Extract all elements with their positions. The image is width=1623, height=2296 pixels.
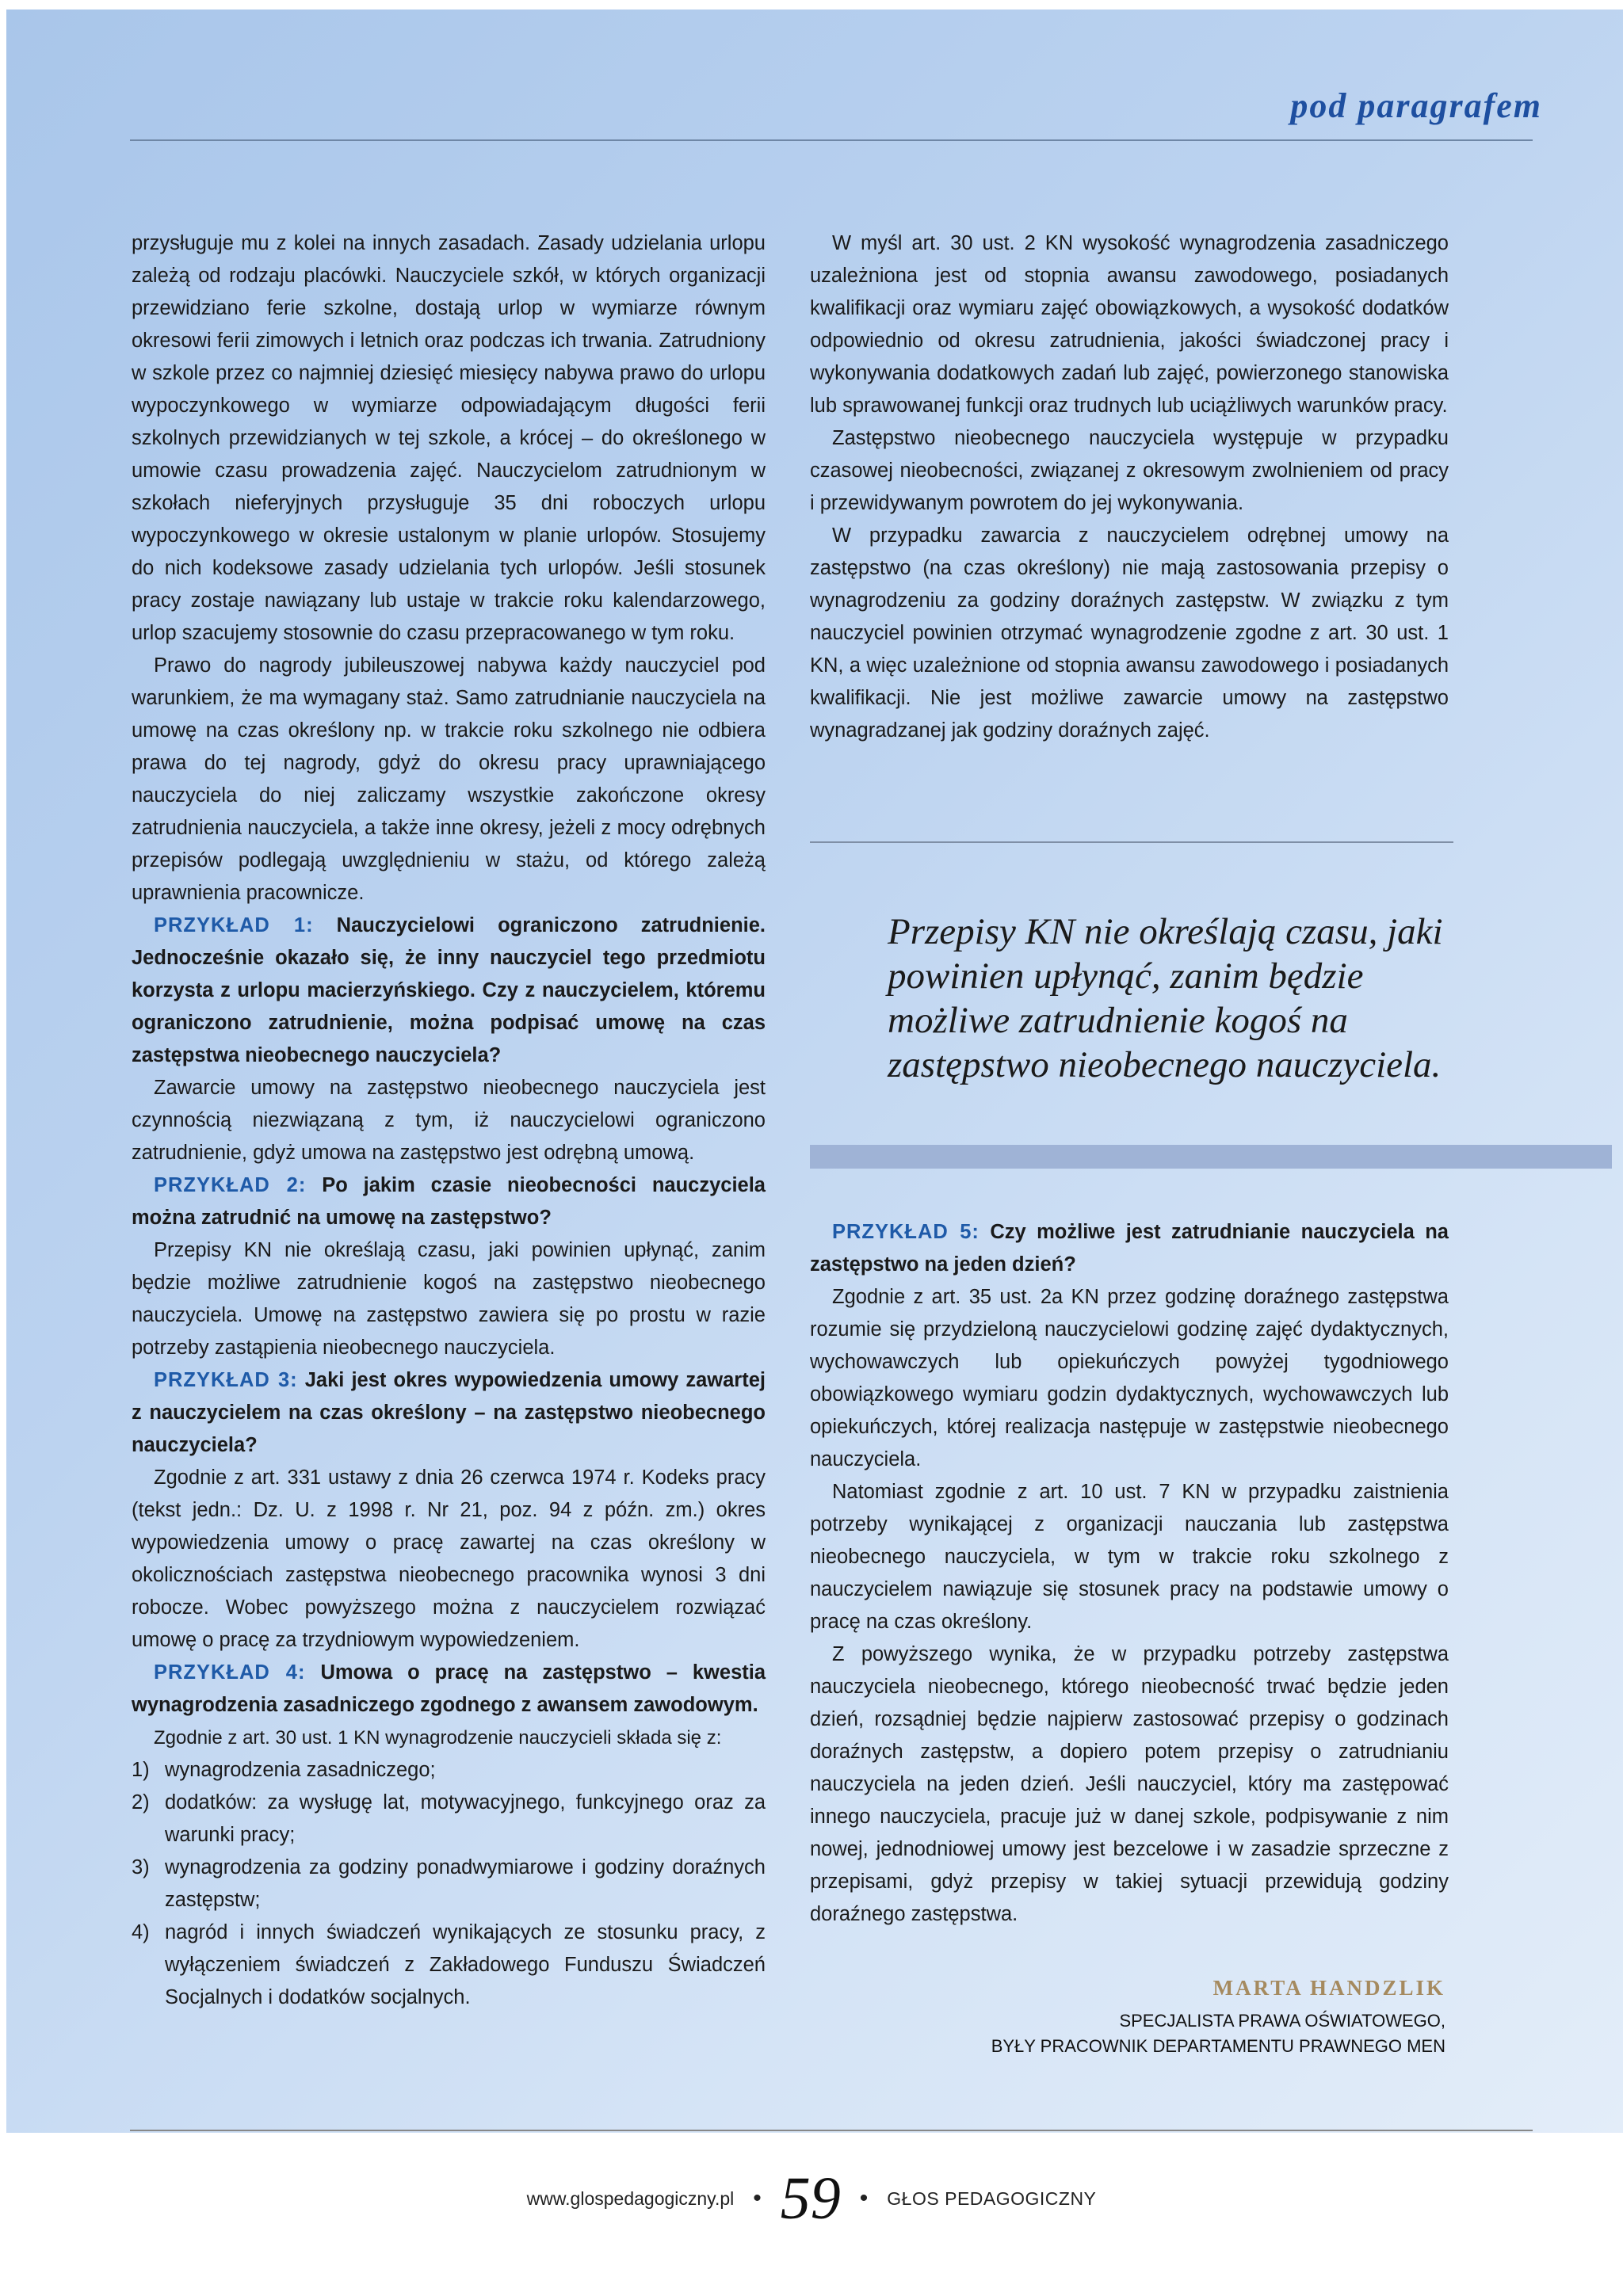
left-column xyxy=(132,227,766,2014)
author-name: MARTA HANDZLIK xyxy=(1212,1976,1445,2000)
example-label: PRZYKŁAD 3: xyxy=(154,1369,298,1391)
list-item-text: wynagrodzenia za godziny ponadwymiarowe i godziny doraźnych zastępstw; xyxy=(165,1856,766,1911)
list-item-number: 1) xyxy=(132,1759,150,1781)
example-question-text: Czy możliwe jest zatrudnianie nauczyciela na zastępstwo na jeden dzień? xyxy=(810,1221,1449,1276)
pull-quote: Przepisy KN nie określają czasu, jaki powinien upłynąć, zanim będzie możliwe zatrudnienie kogoś na zastępstwo nieobecnego nauczyciela. xyxy=(888,911,1443,1085)
example-question-text: Jaki jest okres wypowiedzenia umowy zawartej z nauczycielem na czas określony – na zastępstwo nieobecnego nauczyciela? xyxy=(132,1369,766,1456)
paragraph: Natomiast zgodnie z art. 10 ust. 7 KN w przypadku zaistnienia potrzeby wynikającej z organizacji nauczania lub zastępstwa nieobecnego nauczyciela, w tym w trakcie roku szkolnego z nauczycielem nawiązuje się stosunek pracy na podstawie umowy o pracę na czas określony. xyxy=(810,1481,1449,1633)
paragraph: Zastępstwo nieobecnego nauczyciela występuje w przypadku czasowej nieobecności, związanej z okresowym zwolnieniem od pracy i przewidywanym powrotem do jej wykonywania. xyxy=(810,427,1449,514)
paragraph: Prawo do nagrody jubileuszowej nabywa każdy nauczyciel pod warunkiem, że ma wymagany staż. Samo zatrudnianie nauczyciela na umowę na czas określony np. w trakcie roku szkolnego nie odbiera prawa do tej nagrody, gdyż do okresu pracy uprawniającego nauczyciela do niej zaliczamy wszystkie zakończone okresy zatrudnienia nauczyciela, a także inne okresy, jeżeli z mocy odrębnych przepisów podlegają uwzględnieniu w stażu, od którego zależą uprawnienia pracownicze. xyxy=(132,654,766,904)
example-question xyxy=(132,1364,766,1462)
list-item-text: wynagrodzenia zasadniczego; xyxy=(165,1759,436,1781)
example-label: PRZYKŁAD 4: xyxy=(154,1661,306,1684)
example-question-text: Umowa o pracę na zastępstwo – kwestia wynagrodzenia zasadniczego zgodnego z awansem zawodowym. xyxy=(132,1661,766,1716)
right-column-bottom xyxy=(810,1216,1449,1931)
author-role: SPECJALISTA PRAWA OŚWIATOWEGO, xyxy=(1119,2011,1445,2031)
list-item xyxy=(132,1787,766,1852)
footer-website-link[interactable]: www.glospedagogiczny.pl xyxy=(526,2187,735,2209)
pull-quote-bottom-bar xyxy=(810,1145,1612,1169)
list-item xyxy=(132,1852,766,1917)
example-answer: Przepisy KN nie określają czasu, jaki powinien upłynąć, zanim będzie możliwe zatrudnienie kogoś na zastępstwo nieobecnego nauczyciela. Umowę na zastępstwo zawiera się po prostu w razie potrzeby zastąpienia nieobecnego nauczyciela. xyxy=(132,1239,766,1359)
section-title: pod paragrafem xyxy=(1290,86,1542,125)
header-rule xyxy=(130,139,1533,141)
footer-rule xyxy=(130,2130,1533,2131)
list-item-number: 3) xyxy=(132,1856,150,1878)
example-answer: Zawarcie umowy na zastępstwo nieobecnego nauczyciela jest czynnością niezwiązaną z tym, iż nauczycielowi ograniczono zatrudnienie, gdyż umowa na zastępstwo jest odrębną umową. xyxy=(132,1077,766,1164)
example-question-text: Po jakim czasie nieobecności nauczyciela można zatrudnić na umowę na zastępstwo? xyxy=(132,1174,766,1229)
example-question xyxy=(810,1216,1449,1281)
list-item-text: dodatków: za wysługę lat, motywacyjnego, funkcyjnego oraz za warunki pracy; xyxy=(165,1791,766,1846)
paragraph: przysługuje mu z kolei na innych zasadach. Zasady udzielania urlopu zależą od rodzaju placówki. Nauczyciele szkół, w których organizacji przewidziano ferie szkolne, dostają urlop w wymiarze równym okresowi ferii zimowych i letnich oraz podczas ich trwania. Zatrudniony w szkole przez co najmniej dziesięć miesięcy nabywa prawo do urlopu wypoczynkowego w wymiarze odpowiadającym długości ferii szkolnych przewidzianych w tej szkole, a krócej – do określonego w umowie czasu prowadzenia zajęć. Nauczycielom zatrudnionym w szkołach nieferyjnych przysługuje 35 dni roboczych urlopu wypoczynkowego w okresie ustalonym w planie urlopów. Stosujemy do nich kodeksowe zasady udzielania tych urlopów. Jeśli stosunek pracy zostaje nawiązany lub ustaje w trakcie roku kalendarzowego, urlop szacujemy stosownie do czasu przepracowanego w tym roku. xyxy=(132,232,766,644)
footer-separator: • xyxy=(859,2185,869,2211)
paragraph: W przypadku zawarcia z nauczycielem odrębnej umowy na zastępstwo (na czas określony) nie mają zastosowania przepisy o wynagrodzeniu za godziny doraźnych zastępstw. W związku z tym nauczyciel powinien otrzymać wynagrodzenie zgodne z art. 30 ust. 1 KN, a więc uzależnione od stopnia awansu zawodowego i posiadanych kwalifikacji. Nie jest możliwe zawarcie umowy na zastępstwo wynagradzanej jak godziny doraźnych zajęć. xyxy=(810,524,1449,742)
example-label: PRZYKŁAD 1: xyxy=(154,914,314,936)
list-item-number: 4) xyxy=(132,1921,150,1943)
example-question xyxy=(132,1657,766,1722)
example-question-text: Nauczycielowi ograniczono zatrudnienie. Jednocześnie okazało się, że inny nauczyciel tego przedmiotu korzysta z urlopu macierzyńskiego. Czy z nauczycielem, któremu ograniczono zatrudnienie, można podpisać umowę na czas zastępstwa nieobecnego nauczyciela? xyxy=(132,914,766,1066)
page-number: 59 xyxy=(780,2164,841,2232)
list-item-number: 2) xyxy=(132,1791,150,1814)
footer-separator: • xyxy=(753,2185,762,2211)
salary-components-list xyxy=(132,1754,766,2014)
example-answer: Zgodnie z art. 331 ustawy z dnia 26 czerwca 1974 r. Kodeks pracy (tekst jedn.: Dz. U. z 1998 r. Nr 21, poz. 94 z późn. zm.) okres wypowiedzenia umowy o pracę zawartej na czas określony w okolicznościach zastępstwa nieobecnego pracownika wynosi 3 dni robocze. Wobec powyższego można z nauczycielem rozwiązać umowę o pracę za trzydniowym wypowiedzeniem. xyxy=(132,1466,766,1651)
list-item xyxy=(132,1754,766,1787)
paragraph: Z powyższego wynika, że w przypadku potrzeby zastępstwa nauczyciela nieobecnego, którego nieobecność trwać będzie jeden dzień, rozsądniej będzie najpierw zastosować przepisy o godzinach doraźnych zastępstw, a dopiero potem przepisy o zatrudnianiu nauczyciela na jeden dzień. Jeśli nauczyciel, który ma zastępować innego nauczyciela, pracuje już w danej szkole, podpisywanie z nim nowej, jednodniowej umowy jest bezcelowe i w zasadzie sprzeczne z przepisami, gdyż przepisy w takiej sytuacji przewidują godziny doraźnego zastępstwa. xyxy=(810,1643,1449,1925)
author-role: BYŁY PRACOWNIK DEPARTAMENTU PRAWNEGO MEN xyxy=(991,2036,1445,2056)
example-label: PRZYKŁAD 5: xyxy=(832,1221,980,1243)
author-signature xyxy=(991,1976,1445,2059)
example-answer: Zgodnie z art. 35 ust. 2a KN przez godzinę doraźnego zastępstwa rozumie się przydzieloną nauczycielowi godzinę zajęć dydaktycznych, wychowawczych lub opiekuńczych powyżej tygodniowego obowiązkowego wymiaru godzin dydaktycznych, wychowawczych lub opiekuńczych, której realizacja następuje w zastępstwie nieobecnego nauczyciela. xyxy=(810,1286,1449,1470)
magazine-name: GŁOS PEDAGOGICZNY xyxy=(887,2187,1097,2209)
page-footer xyxy=(0,2163,1623,2234)
example-label: PRZYKŁAD 2: xyxy=(154,1174,307,1196)
pull-quote-top-rule xyxy=(810,841,1453,843)
example-answer: Zgodnie z art. 30 ust. 1 KN wynagrodzenie nauczycieli składa się z: xyxy=(154,1727,722,1749)
example-question xyxy=(132,1169,766,1234)
example-question xyxy=(132,910,766,1072)
right-column-top xyxy=(810,227,1449,747)
list-item-text: nagród i innych świadczeń wynikających ze stosunku pracy, z wyłączeniem świadczeń z Zakładowego Funduszu Świadczeń Socjalnych i dodatków socjalnych. xyxy=(165,1921,766,2008)
list-item xyxy=(132,1917,766,2014)
paragraph: W myśl art. 30 ust. 2 KN wysokość wynagrodzenia zasadniczego uzależniona jest od stopnia awansu zawodowego, posiadanych kwalifikacji oraz wymiaru zajęć obowiązkowych, a wysokość dodatków odpowiednio od okresu zatrudnienia, jakości świadczonej pracy i wykonywania dodatkowych zadań lub zajęć, powierzonego stanowiska lub sprawowanej funkcji oraz trudnych lub uciążliwych warunków pracy. xyxy=(810,232,1449,417)
